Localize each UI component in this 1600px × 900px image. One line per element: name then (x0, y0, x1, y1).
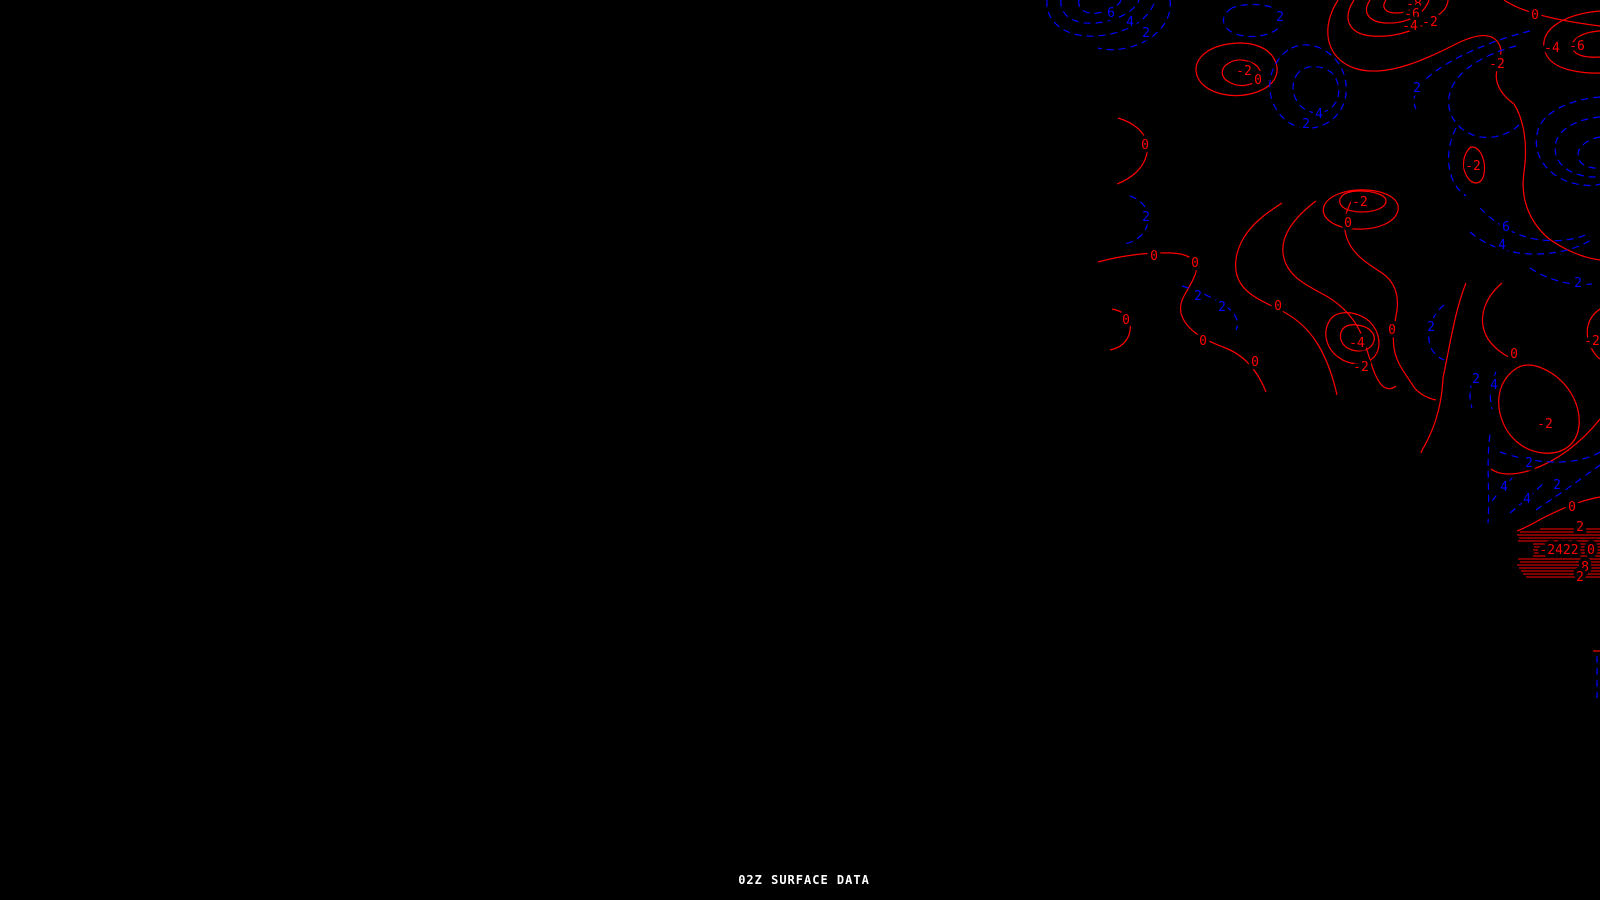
contour-path-positive-contours (1449, 46, 1519, 137)
contour-label: -4 (1402, 19, 1418, 34)
contour-path-positive-contours (1530, 268, 1592, 284)
contour-label: -6 (1404, 7, 1420, 22)
contour-label: 0 (1531, 8, 1539, 23)
contour-label: 4 (1523, 492, 1531, 507)
contour-label: 2 (1553, 478, 1561, 493)
contour-label: -2 (1352, 195, 1368, 210)
contour-label: -6 (1569, 39, 1585, 54)
contour-label: -4 (1349, 336, 1365, 351)
contour-label: 0 (1251, 355, 1259, 370)
contour-label: 0 (1568, 500, 1576, 515)
contour-label: -2422 (1539, 543, 1579, 558)
contour-label: 4 (1315, 107, 1323, 122)
contour-label: 2 (1142, 210, 1150, 225)
contour-path-positive-contours (1414, 31, 1530, 109)
contour-label: -2 (1422, 15, 1438, 30)
contour-label: 2 (1413, 81, 1421, 96)
contour-label: 4 (1500, 480, 1508, 495)
contour-path-positive-contours (1578, 137, 1600, 168)
contour-label: -8 (1406, 0, 1422, 12)
contour-path-zero-and-negative-contours (1499, 365, 1580, 453)
contour-path-zero-and-negative-contours (1283, 201, 1396, 389)
contour-label: 0 (1587, 543, 1595, 558)
contour-label: 2 (1142, 26, 1150, 41)
contour-path-zero-and-negative-contours (1421, 283, 1466, 453)
contour-label: 0 (1254, 73, 1262, 88)
contour-label: -2 (1236, 64, 1252, 79)
contour-label: -4 (1544, 41, 1560, 56)
contour-path-positive-contours (1488, 435, 1490, 523)
contour-label: 2 (1574, 276, 1582, 291)
contour-path-positive-contours (1182, 286, 1238, 330)
contour-path-positive-contours (1270, 45, 1347, 128)
contour-label: 6 (1107, 6, 1115, 21)
contour-path-zero-and-negative-contours (1514, 104, 1600, 260)
contour-label: 2 (1302, 117, 1310, 132)
contour-label: 2 (1576, 570, 1584, 585)
contour-path-positive-contours (1047, 0, 1155, 36)
contour-path-positive-contours (1470, 232, 1594, 254)
contour-path-positive-contours (1293, 67, 1339, 113)
contour-label: 0 (1150, 249, 1158, 264)
contour-label: -2 (1353, 360, 1369, 375)
plot-title: 02Z SURFACE DATA (738, 873, 870, 887)
contour-label: 0 (1199, 334, 1207, 349)
contour-label: 4 (1126, 15, 1134, 30)
contour-label: 0 (1141, 138, 1149, 153)
contour-label: 2 (1276, 10, 1284, 25)
contour-path-positive-contours (1480, 208, 1588, 241)
contour-label: 0 (1510, 347, 1518, 362)
contour-label: -2 (1465, 159, 1481, 174)
contour-label: 4 (1498, 238, 1506, 253)
contour-label: 0 (1274, 299, 1282, 314)
contour-label: -2 (1537, 417, 1553, 432)
contour-label: 2 (1194, 289, 1202, 304)
contour-path-zero-and-negative-contours (1496, 70, 1514, 104)
contour-label: -2 (1489, 57, 1505, 72)
contour-label: -2 (1584, 334, 1600, 349)
contour-label: 2 (1218, 300, 1226, 315)
contour-path-positive-contours (1536, 97, 1600, 185)
contour-label: 0 (1122, 313, 1130, 328)
contour-label: 2 (1576, 520, 1584, 535)
contour-label: 2 (1427, 320, 1435, 335)
contour-label: 0 (1191, 256, 1199, 271)
contour-label: 0 (1388, 323, 1396, 338)
contour-label: 2 (1525, 456, 1533, 471)
contour-path-positive-contours (1223, 4, 1283, 36)
contour-label: 8 (1581, 560, 1589, 575)
contour-label: 2 (1472, 372, 1480, 387)
contour-label: 4 (1490, 378, 1498, 393)
contour-label: 0 (1344, 216, 1352, 231)
contour-label: 6 (1502, 220, 1510, 235)
